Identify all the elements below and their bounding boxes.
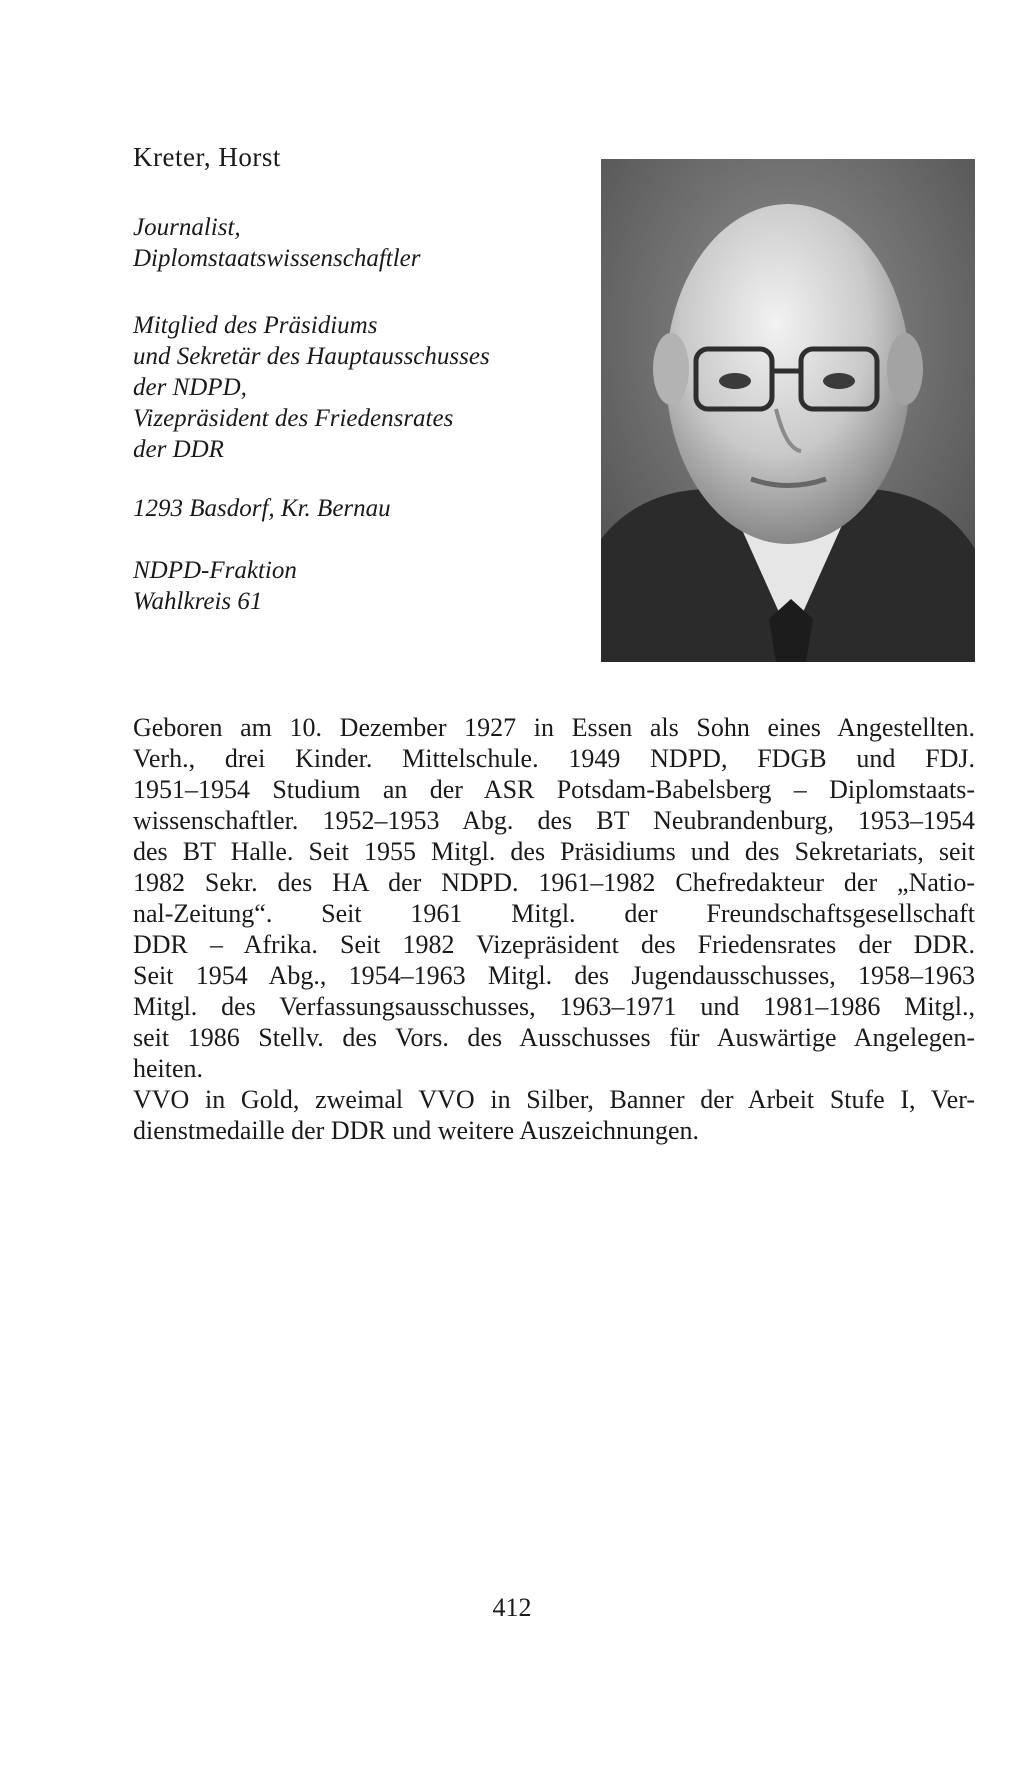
bio-line: seit 1986 Stellv. des Vors. des Ausschusses für Auswärtige Angelegen- — [133, 1023, 975, 1052]
office-line: Vizepräsident des Friedensrates — [133, 405, 454, 432]
bio-line: heiten. — [133, 1054, 204, 1083]
office-line: der NDPD, — [133, 374, 247, 401]
page-number: 412 — [492, 1593, 532, 1622]
constituency: Wahlkreis 61 — [133, 588, 263, 615]
faction-block — [133, 555, 297, 617]
bio-line: DDR – Afrika. Seit 1982 Vizepräsident des Friedensrates der DDR. — [133, 930, 975, 959]
bio-line: 1951–1954 Studium an der ASR Potsdam-Babelsberg – Diplomstaats- — [133, 775, 975, 804]
entry-name: Kreter, Horst — [133, 142, 281, 172]
awards-line: dienstmedaille der DDR und weitere Auszeichnungen. — [133, 1116, 700, 1145]
bio-line: Seit 1954 Abg., 1954–1963 Mitgl. des Jugendausschusses, 1958–1963 — [133, 961, 975, 990]
profession-line: Journalist, — [133, 214, 241, 241]
profession-line: Diplomstaatswissenschaftler — [133, 245, 421, 272]
profession — [133, 212, 421, 274]
office-line: Mitglied des Präsidiums — [133, 312, 378, 339]
bio-line: des BT Halle. Seit 1955 Mitgl. des Präsidiums und des Sekretariats, seit — [133, 837, 975, 866]
faction: NDPD-Fraktion — [133, 557, 297, 584]
office-line: und Sekretär des Hauptausschusses — [133, 343, 490, 370]
office-line: der DDR — [133, 436, 224, 463]
portrait-photo — [601, 159, 975, 662]
bio-line: Verh., drei Kinder. Mittelschule. 1949 NDPD, FDGB und FDJ. — [133, 744, 975, 773]
bio-line: nal-Zeitung“. Seit 1961 Mitgl. der Freundschaftsgesellschaft — [133, 899, 975, 928]
offices — [133, 310, 490, 465]
bio-line: 1982 Sekr. des HA der NDPD. 1961–1982 Chefredakteur der „Natio- — [133, 868, 975, 897]
address: 1293 Basdorf, Kr. Bernau — [133, 495, 391, 522]
biography — [133, 712, 975, 1146]
bio-line: wissenschaftler. 1952–1953 Abg. des BT Neubrandenburg, 1953–1954 — [133, 806, 975, 835]
bio-line: Geboren am 10. Dezember 1927 in Essen als Sohn eines Angestellten. — [133, 713, 975, 742]
bio-line: Mitgl. des Verfassungsausschusses, 1963–1971 und 1981–1986 Mitgl., — [133, 992, 975, 1021]
awards-line: VVO in Gold, zweimal VVO in Silber, Banner der Arbeit Stufe I, Ver- — [133, 1085, 975, 1114]
